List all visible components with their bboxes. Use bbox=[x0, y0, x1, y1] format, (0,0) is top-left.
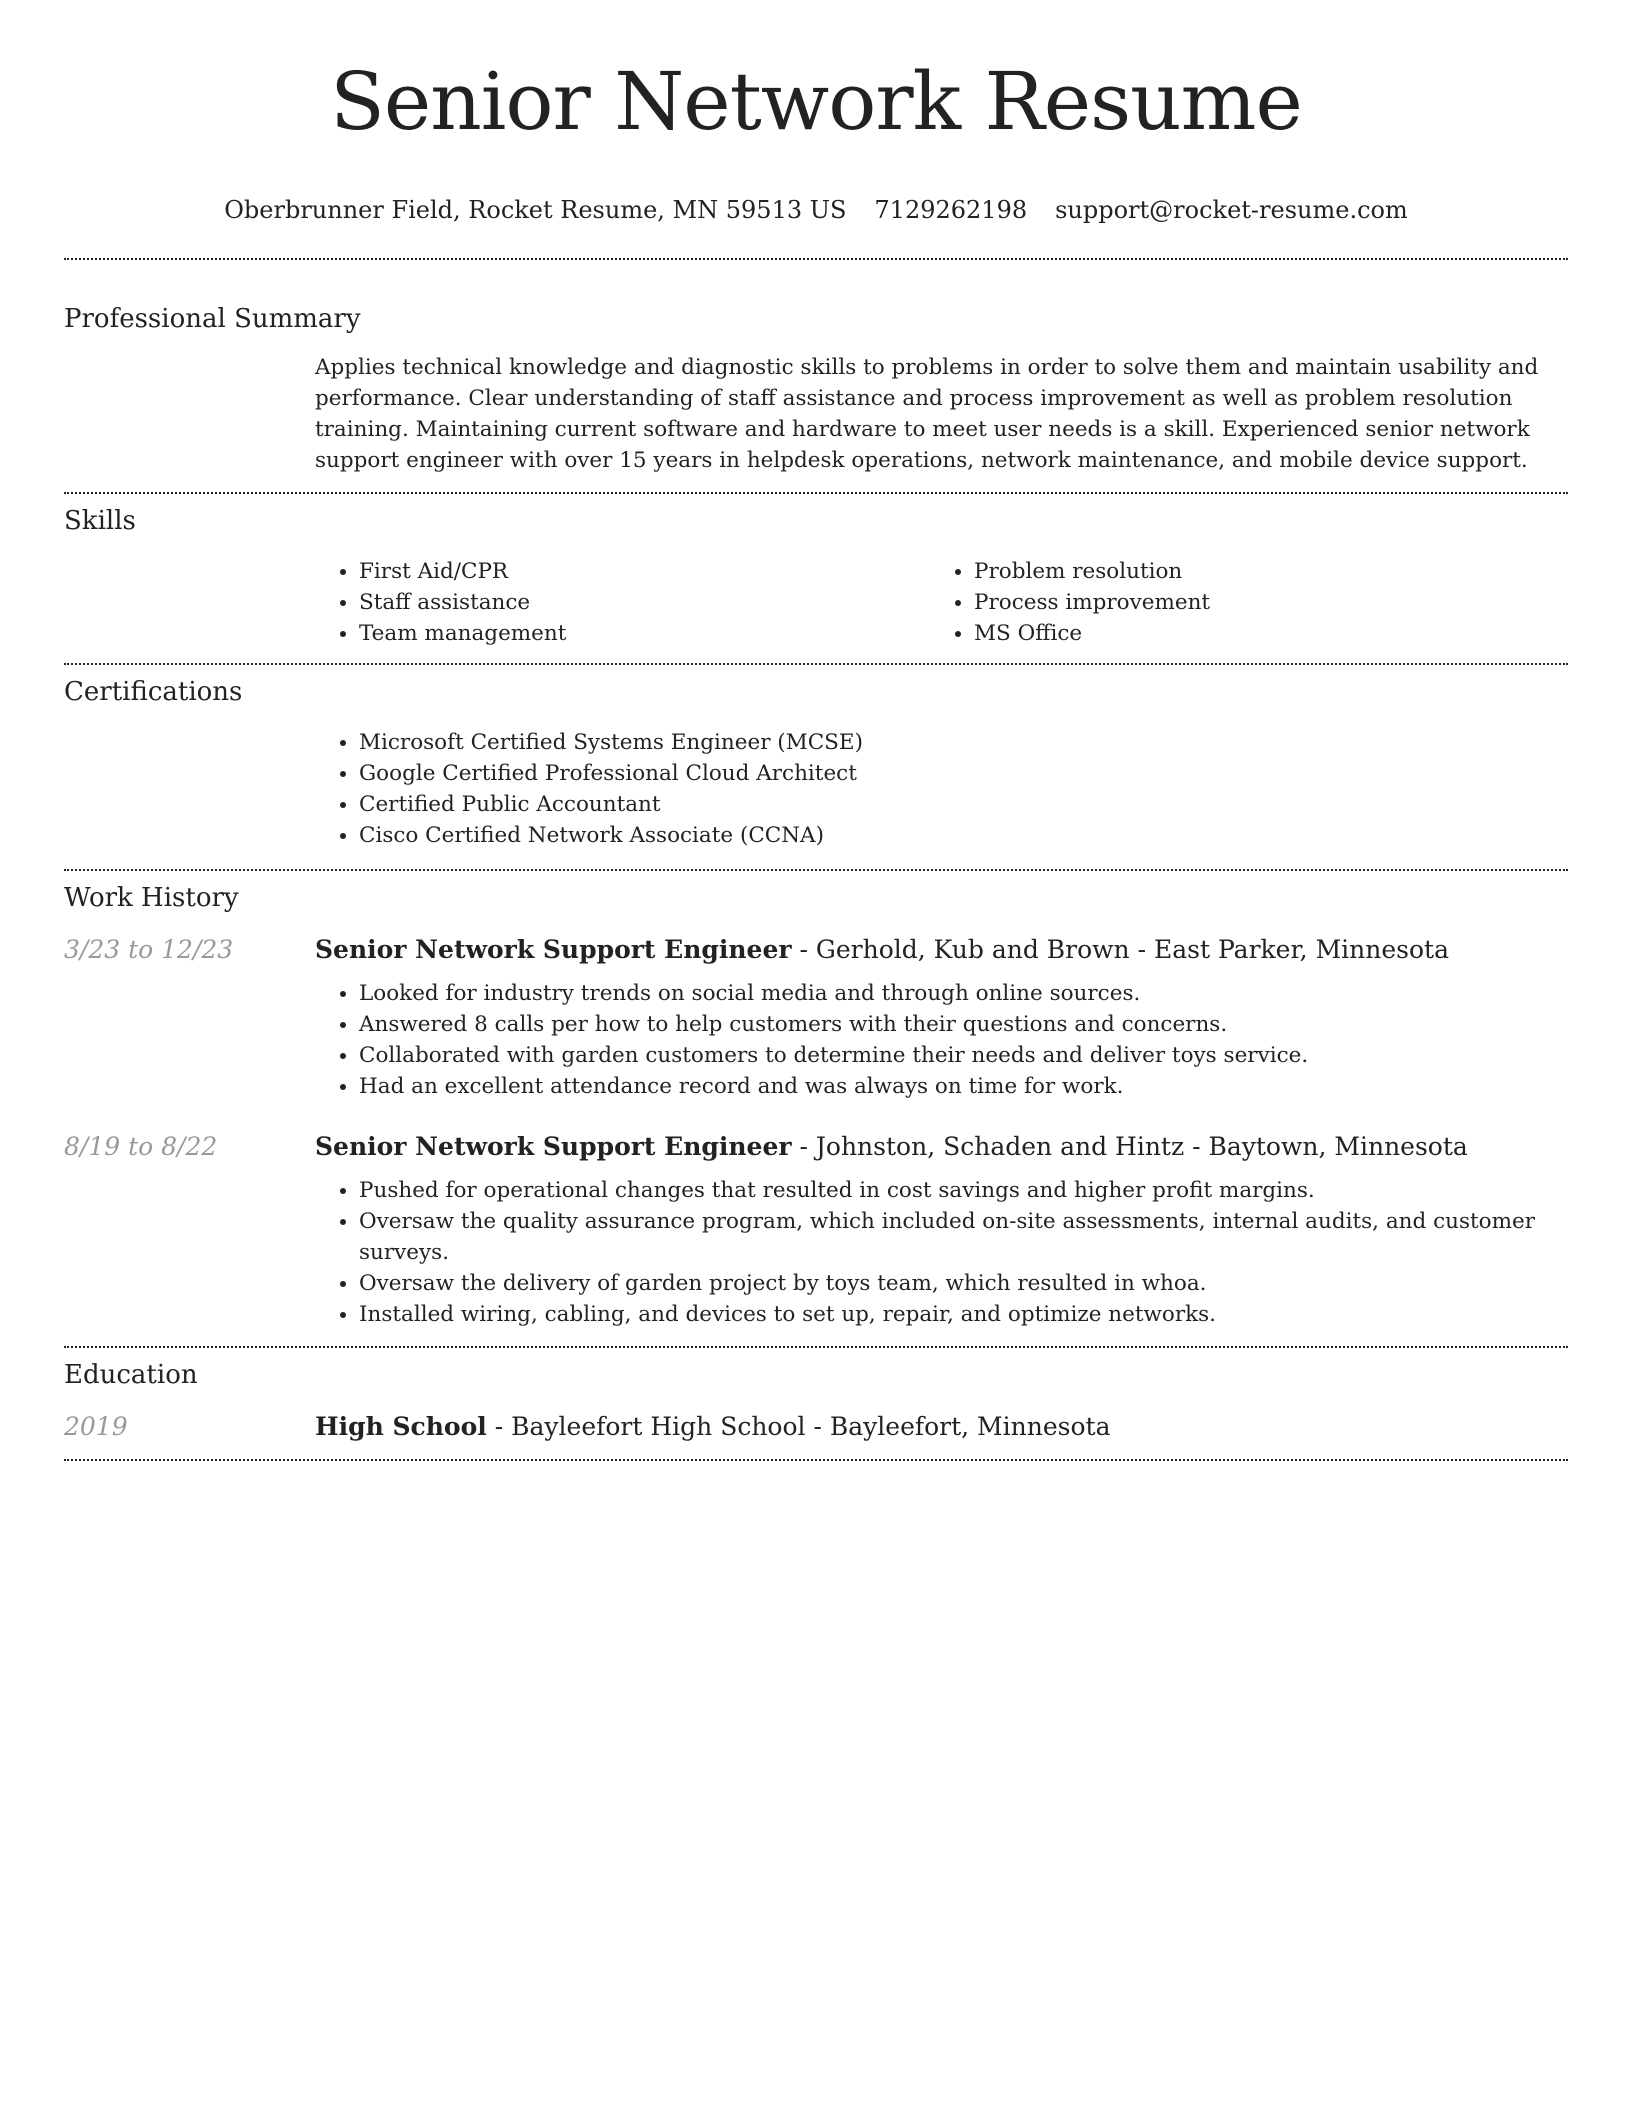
job-role: Senior Network Support Engineer bbox=[315, 934, 792, 964]
skills-heading: Skills bbox=[64, 505, 136, 536]
divider bbox=[64, 492, 1568, 494]
summary-text: Applies technical knowledge and diagnostic skills to problems in order to solve them and maintain usability and performance. Clear understanding of staff assistance and process improvement as well as problem resolution training. Maintaining current software and hardware to meet user needs is a skill. Experienced senior network support engineer with over 15 years in helpdesk operations, network maintenance, and mobile device support. bbox=[315, 354, 1539, 473]
job-title bbox=[315, 1132, 1468, 1161]
skill-item: • Staff assistance bbox=[359, 587, 930, 618]
skill-item: • Team management bbox=[359, 618, 930, 649]
education-entry bbox=[64, 1412, 1568, 1441]
job-bullet: • Oversaw the quality assurance program, which included on-site assessments, internal audits, and customer surveys. bbox=[359, 1206, 1568, 1268]
job-bullet: • Collaborated with garden customers to determine their needs and deliver toys service. bbox=[359, 1040, 1568, 1071]
skills-list-left bbox=[315, 556, 930, 649]
job-bullet: • Installed wiring, cabling, and devices to set up, repair, and optimize networks. bbox=[359, 1299, 1568, 1330]
education-heading: Education bbox=[64, 1359, 198, 1390]
skills-list-right bbox=[930, 556, 1545, 649]
skill-item: • Problem resolution bbox=[974, 556, 1545, 587]
certifications-heading: Certifications bbox=[64, 676, 243, 707]
job-bullet: • Had an excellent attendance record and was always on time for work. bbox=[359, 1071, 1568, 1102]
certifications-section bbox=[64, 677, 1568, 851]
job-entry bbox=[64, 1132, 1568, 1330]
work-section bbox=[64, 883, 1568, 1330]
job-bullet: • Pushed for operational changes that resulted in cost savings and higher profit margins. bbox=[359, 1175, 1568, 1206]
skills-section bbox=[64, 506, 1568, 649]
job-title bbox=[315, 935, 1449, 964]
job-bullet: • Oversaw the delivery of garden project by toys team, which resulted in whoa. bbox=[359, 1268, 1568, 1299]
skill-item: • MS Office bbox=[974, 618, 1545, 649]
divider bbox=[64, 1346, 1568, 1348]
job-bullet: • Looked for industry trends on social media and through online sources. bbox=[359, 978, 1568, 1009]
divider bbox=[64, 1459, 1568, 1461]
resume-page bbox=[64, 0, 1568, 1461]
job-bullets bbox=[315, 1175, 1568, 1330]
contact-phone: 7129262198 bbox=[874, 195, 1028, 224]
contact-address: Oberbrunner Field, Rocket Resume, MN 59513 US bbox=[224, 195, 847, 224]
skills-columns bbox=[315, 556, 1568, 649]
resume-title: Senior Network Resume bbox=[330, 55, 1302, 148]
job-bullet: • Answered 8 calls per how to help customers with their questions and concerns. bbox=[359, 1009, 1568, 1040]
skill-item: • Process improvement bbox=[974, 587, 1545, 618]
education-section bbox=[64, 1360, 1568, 1441]
education-school: - Bayleefort High School - Bayleefort, Minnesota bbox=[486, 1411, 1111, 1441]
certification-item: • Microsoft Certified Systems Engineer (MCSE) bbox=[359, 727, 1568, 758]
certification-item: • Google Certified Professional Cloud Architect bbox=[359, 758, 1568, 789]
job-bullets bbox=[315, 978, 1568, 1102]
education-degree: High School bbox=[315, 1411, 487, 1441]
certification-item: • Certified Public Accountant bbox=[359, 789, 1568, 820]
job-employer: - Johnston, Schaden and Hintz - Baytown, Minnesota bbox=[791, 1131, 1468, 1161]
education-date: 2019 bbox=[64, 1411, 128, 1441]
summary-heading: Professional Summary bbox=[64, 303, 361, 334]
job-employer: - Gerhold, Kub and Brown - East Parker, Minnesota bbox=[791, 934, 1449, 964]
summary-section bbox=[64, 304, 1568, 476]
job-entry bbox=[64, 935, 1568, 1102]
divider bbox=[64, 258, 1568, 260]
certifications-list bbox=[315, 727, 1568, 851]
job-dates: 3/23 to 12/23 bbox=[64, 934, 234, 964]
contact-email: support@rocket-resume.com bbox=[1055, 195, 1408, 224]
job-role: Senior Network Support Engineer bbox=[315, 1131, 792, 1161]
skill-item: • First Aid/CPR bbox=[359, 556, 930, 587]
divider bbox=[64, 869, 1568, 871]
education-title bbox=[315, 1412, 1110, 1441]
work-heading: Work History bbox=[64, 882, 239, 913]
certification-item: • Cisco Certified Network Associate (CCNA) bbox=[359, 820, 1568, 851]
contact-line bbox=[64, 196, 1568, 224]
job-dates: 8/19 to 8/22 bbox=[64, 1131, 218, 1161]
divider bbox=[64, 663, 1568, 665]
